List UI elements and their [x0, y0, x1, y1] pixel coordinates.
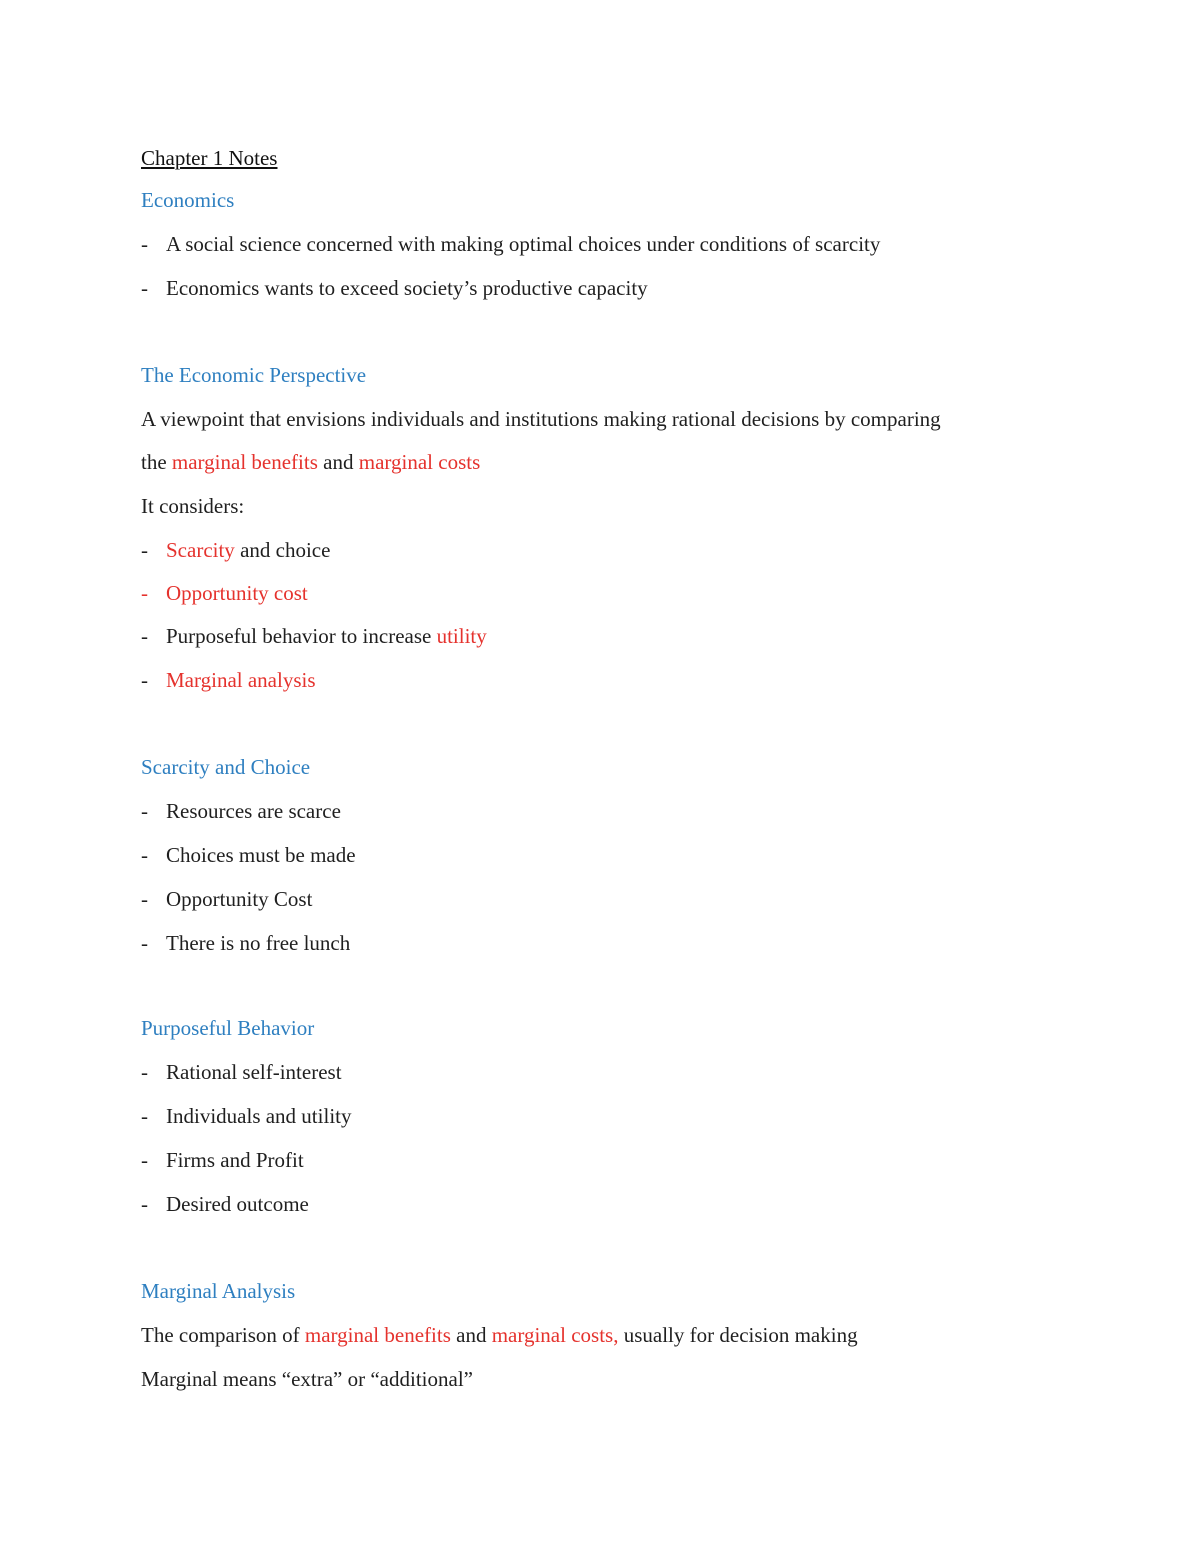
bullet-dash: -	[141, 931, 148, 955]
paragraph-line: Marginal means “extra” or “additional”	[141, 1367, 473, 1391]
term-marginal-costs: marginal costs	[358, 450, 481, 474]
list-item: - Purposeful behavior to increase utility	[141, 624, 487, 648]
bullet-dash: -	[141, 1148, 148, 1172]
list-item: - Rational self-interest	[141, 1060, 342, 1084]
paragraph-line: It considers:	[141, 494, 245, 518]
list-item: - Opportunity cost	[141, 581, 308, 605]
bullet-dash: -	[141, 624, 148, 648]
list-item: - Individuals and utility	[141, 1104, 352, 1128]
term-marginal-costs: marginal costs,	[491, 1323, 619, 1347]
section-heading-purposeful-behavior: Purposeful Behavior	[141, 1016, 315, 1040]
list-item: - Resources are scarce	[141, 799, 341, 823]
bullet-dash: -	[141, 1192, 148, 1216]
section-heading-economics: Economics	[141, 188, 235, 212]
bullet-dash: -	[141, 1104, 148, 1128]
bullet-dash: -	[141, 843, 148, 867]
list-item: - Economics wants to exceed society’s productive capacity	[141, 276, 648, 300]
bullet-dash: -	[141, 276, 148, 300]
bullet-dash: -	[141, 1060, 148, 1084]
section-heading-economic-perspective: The Economic Perspective	[141, 363, 367, 387]
paragraph-line: A viewpoint that envisions individuals and institutions making rational decisions by comparing	[141, 407, 941, 431]
list-item: - Desired outcome	[141, 1192, 309, 1216]
term-marginal-benefits: marginal benefits	[304, 1323, 451, 1347]
list-item: - A social science concerned with making optimal choices under conditions of scarcity	[141, 232, 881, 256]
bullet-dash: -	[141, 799, 148, 823]
paragraph-line: The comparison of marginal benefits and marginal costs, usually for decision making	[141, 1323, 858, 1347]
page-title: Chapter 1 Notes	[141, 146, 278, 170]
bullet-dash: -	[141, 538, 148, 562]
term-marginal-benefits: marginal benefits	[171, 450, 318, 474]
list-item: - Scarcity and choice	[141, 538, 331, 562]
list-item: - Opportunity Cost	[141, 887, 313, 911]
list-item: - Firms and Profit	[141, 1148, 304, 1172]
paragraph-line: the marginal benefits and marginal costs	[141, 450, 481, 474]
bullet-dash: -	[141, 668, 148, 692]
list-item: - Choices must be made	[141, 843, 356, 867]
list-item: - There is no free lunch	[141, 931, 351, 955]
bullet-dash: -	[141, 581, 148, 605]
section-heading-scarcity-and-choice: Scarcity and Choice	[141, 755, 311, 779]
list-item: - Marginal analysis	[141, 668, 316, 692]
section-heading-marginal-analysis: Marginal Analysis	[141, 1279, 296, 1303]
bullet-dash: -	[141, 232, 148, 256]
bullet-dash: -	[141, 887, 148, 911]
